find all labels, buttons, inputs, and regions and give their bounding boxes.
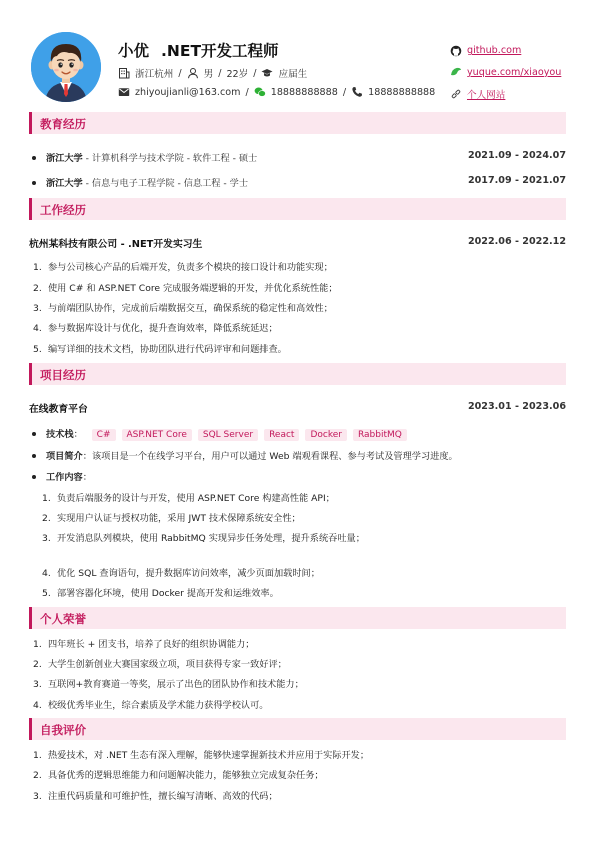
bullet (32, 432, 36, 436)
project-content-item: 4. 优化 SQL 查询语句，提升数据库访问效率，减少页面加载时间； (42, 568, 320, 579)
candidate-name: 小优 (118, 42, 150, 60)
stack-tag: React (264, 429, 299, 441)
wechat: 18888888888 (270, 86, 338, 98)
stack-tag: RabbitMQ (353, 429, 407, 441)
wechat-icon (254, 86, 266, 98)
work-item: 1. 参与公司核心产品的后端开发，负责多个模块的接口设计和功能实现； (33, 262, 333, 273)
github-icon (450, 45, 462, 57)
website-link-row (450, 83, 561, 105)
separator: / (253, 67, 257, 79)
project-content-item: 2. 实现用户认证与授权功能，采用 JWT 技术保障系统安全性； (42, 513, 301, 524)
section-title: 教育经历 (40, 117, 86, 131)
project-header (29, 401, 566, 415)
intro-label: 项目简介 (46, 451, 83, 462)
school-detail: - 计算机科学与技术学院 - 软件工程 - 硕士 (82, 153, 258, 164)
self-item: 3. 注重代码质量和可维护性，擅长编写清晰、高效的代码； (33, 791, 278, 802)
external-links (450, 40, 561, 105)
section-project (29, 363, 566, 385)
honor-item: 2. 大学生创新创业大赛国家级立项，项目获得专家一致好评； (33, 659, 287, 670)
mail-icon (118, 86, 130, 98)
honor-item: 1. 四年班长 + 团支书，培养了良好的组织协调能力； (33, 639, 255, 650)
project-content-item: 1. 负责后端服务的设计与开发，使用 ASP.NET Core 构建高性能 API； (42, 493, 335, 504)
stack-tag: ASP.NET Core (122, 429, 192, 441)
basic-info-line (118, 66, 307, 80)
avatar (31, 32, 101, 102)
work-item: 4. 参与数据库设计与优化，提升查询效率，降低系统延迟； (33, 323, 278, 334)
separator: / (245, 86, 249, 98)
bullet (32, 156, 36, 160)
project-content-item: 3. 开发消息队列模块，使用 RabbitMQ 实现异步任务处理，提升系统吞吐量； (42, 533, 365, 544)
yuque-link-row (450, 62, 561, 84)
avatar-illustration (31, 32, 101, 102)
honor-item: 3. 互联网+教育赛道一等奖，展示了出色的团队协作和技术能力； (33, 679, 304, 690)
project-intro: 项目简介：该项目是一个在线学习平台，用户可以通过 Web 端观看课程、参与考试及管理学习进度。 (29, 448, 566, 462)
yuque-icon (450, 66, 462, 78)
work-date: 2022.06 - 2022.12 (467, 236, 566, 247)
github-link[interactable]: github.com (467, 45, 522, 57)
job-title: .NET开发工程师 (161, 42, 279, 60)
education-date: 2017.09 - 2021.07 (467, 175, 566, 186)
section-title: 项目经历 (40, 368, 86, 382)
education-item (29, 175, 566, 189)
age: 22岁 (226, 69, 249, 80)
section-title: 个人荣誉 (40, 612, 86, 626)
work-header (29, 236, 566, 250)
project-stack: 技术栈： C# ASP.NET Core SQL Server React Docker RabbitMQ (29, 426, 566, 441)
status: 应届生 (278, 69, 308, 80)
honor-item: 4. 校级优秀毕业生，综合素质及学术能力获得学校认可。 (33, 700, 269, 711)
graduation-cap-icon (261, 67, 273, 79)
contact-line (118, 86, 435, 98)
separator: / (342, 86, 347, 98)
bullet (32, 454, 36, 458)
section-title: 自我评价 (40, 723, 86, 737)
self-item: 1. 热爱技术，对 .NET 生态有深入理解，能够快速掌握新技术并应用于实际开发； (33, 750, 370, 761)
stack-label: 技术栈 (46, 429, 74, 440)
section-work (29, 198, 566, 220)
project-content-item: 5. 部署容器化环境，使用 Docker 提高开发和运维效率。 (42, 588, 279, 599)
project-name: 在线教育平台 (29, 404, 88, 415)
work-item: 3. 与前端团队协作，完成前后端数据交互，确保系统的稳定性和高效性； (33, 303, 333, 314)
email: zhiyoujianli@163.com (135, 86, 241, 98)
section-education (29, 112, 566, 134)
phone: 18888888888 (368, 86, 436, 98)
school-detail: - 信息与电子工程学院 - 信息工程 - 学士 (82, 178, 249, 189)
content-label: 工作内容 (46, 472, 83, 483)
bullet (32, 475, 36, 479)
section-self-evaluation (29, 718, 566, 740)
education-item (29, 150, 566, 164)
self-item: 2. 具备优秀的逻辑思维能力和问题解决能力，能够独立完成复杂任务； (33, 770, 324, 781)
location: 浙江杭州 (135, 69, 174, 80)
name-title-line (118, 39, 279, 61)
stack-tags (92, 429, 407, 441)
resume-header (0, 0, 596, 112)
stack-tag: SQL Server (198, 429, 258, 441)
stack-tag: Docker (305, 429, 347, 441)
gender: 男 (203, 69, 214, 80)
school: 浙江大学 (46, 153, 83, 164)
phone-icon (351, 86, 363, 98)
bullet (32, 181, 36, 185)
stack-tag: C# (92, 429, 116, 441)
github-link-row (450, 40, 561, 62)
separator: / (218, 67, 222, 79)
education-date: 2021.09 - 2024.07 (467, 150, 566, 161)
yuque-link[interactable]: yuque.com/xiaoyou (467, 66, 562, 78)
building-icon (118, 67, 130, 79)
user-icon (187, 67, 199, 79)
section-title: 工作经历 (40, 203, 86, 217)
project-date: 2023.01 - 2023.06 (467, 401, 566, 412)
separator: / (178, 67, 182, 79)
school: 浙江大学 (46, 178, 83, 189)
work-item: 2. 使用 C# 和 ASP.NET Core 完成服务端逻辑的开发，并优化系统性能； (33, 283, 338, 294)
work-item: 5. 编写详细的技术文档，协助团队进行代码评审和问题排查。 (33, 344, 287, 355)
intro-text: 该项目是一个在线学习平台，用户可以通过 Web 端观看课程、参与考试及管理学习进度。 (91, 451, 458, 462)
section-honors (29, 607, 566, 629)
project-content-label-row: 工作内容： (29, 469, 566, 483)
company-role: 杭州某科技有限公司 - .NET开发实习生 (29, 239, 203, 250)
link-icon (450, 88, 462, 100)
website-link[interactable]: 个人网站 (467, 89, 506, 101)
